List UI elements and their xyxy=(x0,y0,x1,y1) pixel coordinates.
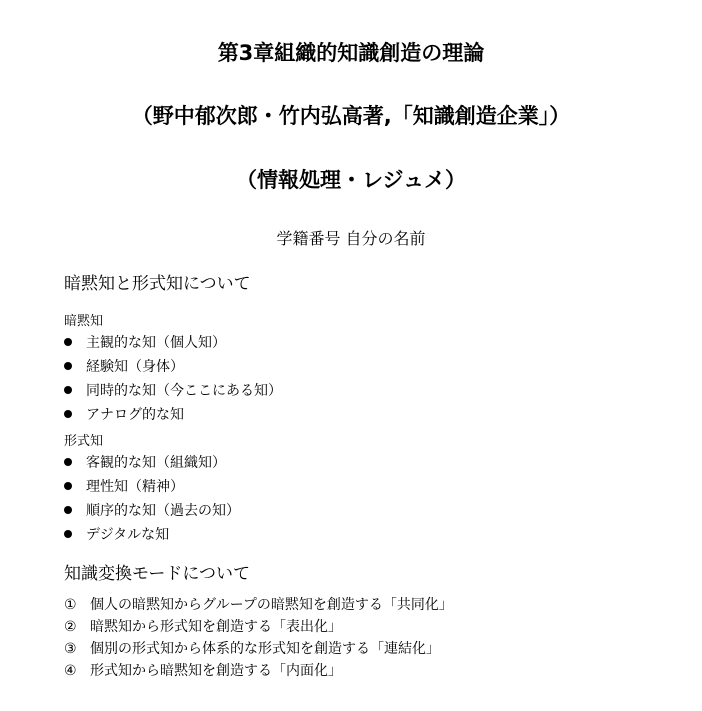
bullet-icon xyxy=(64,482,72,490)
explicit-knowledge-list xyxy=(64,451,240,547)
tacit-knowledge-label: 暗黙知 xyxy=(64,314,104,329)
section-heading-knowledge-types: 暗黙知と形式知について xyxy=(64,274,251,294)
list-item: ② 暗黙知から形式知を創造する「表出化」 xyxy=(64,616,453,638)
bullet-icon xyxy=(64,386,72,394)
list-item: 理性知（精神） xyxy=(64,475,240,499)
list-item: 客観的な知（組織知） xyxy=(64,451,240,475)
student-info: 学籍番号 自分の名前 xyxy=(276,229,426,248)
item-number: ② xyxy=(64,619,77,635)
item-number: ④ xyxy=(64,663,77,679)
list-item: 同時的な知（今ここにある知） xyxy=(64,379,282,403)
list-item: ④ 形式知から暗黙知を創造する「内面化」 xyxy=(64,660,453,682)
list-item: 経験知（身体） xyxy=(64,355,282,379)
document-subtitle: （情報処理・レジュメ） xyxy=(235,168,467,192)
explicit-knowledge-label: 形式知 xyxy=(64,434,104,449)
list-item: アナログ的な知 xyxy=(64,403,282,427)
conversion-modes-list xyxy=(64,594,453,682)
tacit-knowledge-list xyxy=(64,331,282,427)
bullet-icon xyxy=(64,362,72,370)
bullet-icon xyxy=(64,338,72,346)
section-heading-conversion-modes: 知識変換モードについて xyxy=(64,564,250,584)
list-item: デジタルな知 xyxy=(64,523,240,547)
list-item: 主観的な知（個人知） xyxy=(64,331,282,355)
bullet-icon xyxy=(64,458,72,466)
chapter-title: 第3章組織的知識創造の理論 xyxy=(217,41,485,65)
bullet-icon xyxy=(64,410,72,418)
list-item: 順序的な知（過去の知） xyxy=(64,499,240,523)
book-reference: （野中郁次郎・竹内弘高著,「知識創造企業」） xyxy=(131,104,571,128)
item-number: ③ xyxy=(64,641,77,657)
bullet-icon xyxy=(64,530,72,538)
list-item: ③ 個別の形式知から体系的な形式知を創造する「連結化」 xyxy=(64,638,453,660)
item-number: ① xyxy=(64,597,77,613)
list-item: ① 個人の暗黙知からグループの暗黙知を創造する「共同化」 xyxy=(64,594,453,616)
bullet-icon xyxy=(64,506,72,514)
